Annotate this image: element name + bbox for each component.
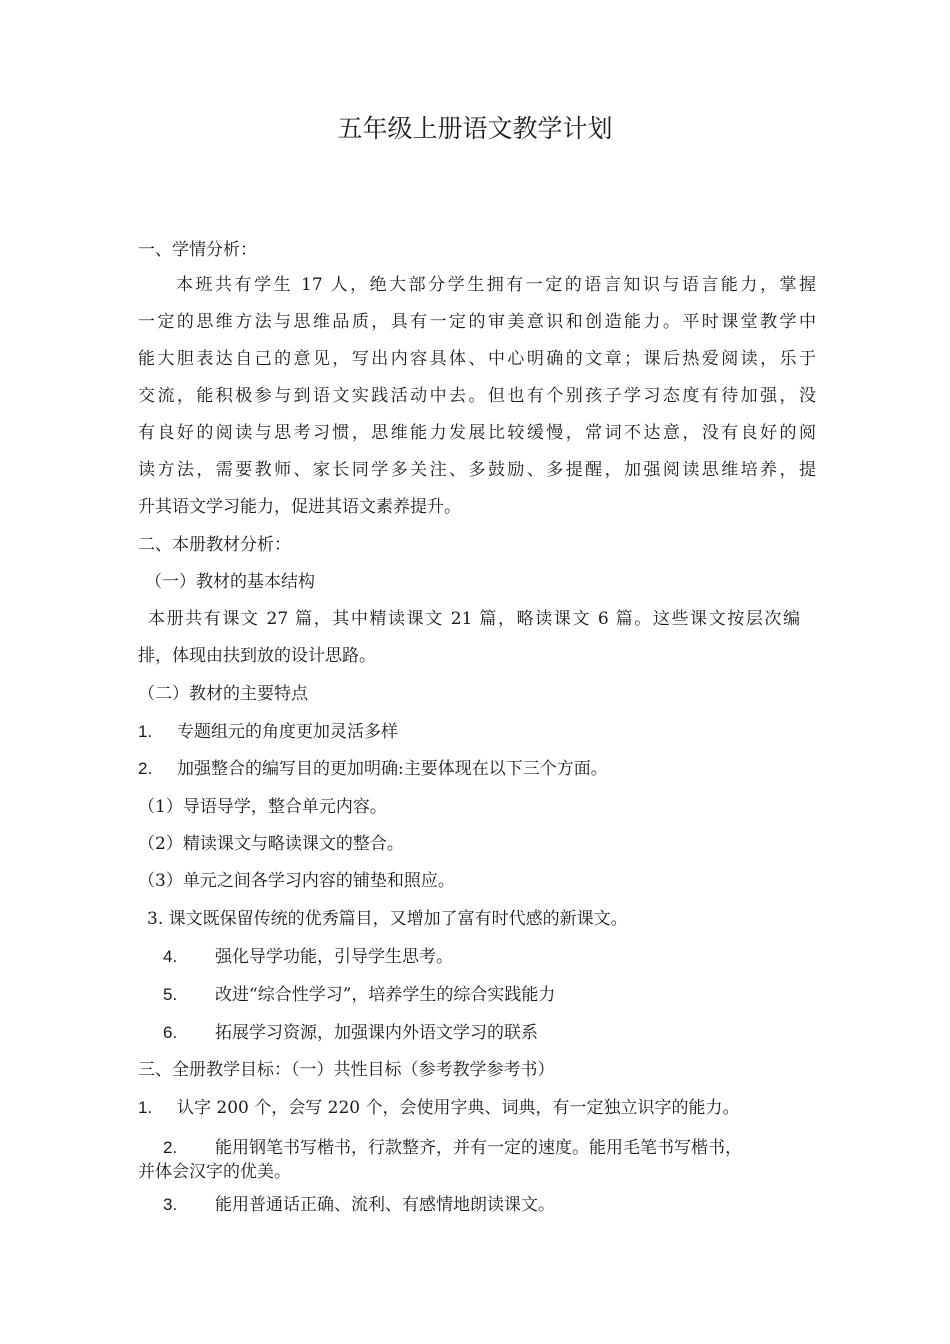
list-item-text: 能用普通话正确、流利、有感情地朗读课文。 bbox=[215, 1195, 555, 1215]
list-number: 4. bbox=[163, 947, 178, 966]
paragraph-line: 读方法，需要教师、家长同学多关注、多鼓励、多提醒，加强阅读思维培养，提 bbox=[138, 460, 816, 480]
paragraph-line: 本册共有课文 27 篇，其中精读课文 21 篇，略读课文 6 篇。这些课文按层次编 bbox=[148, 609, 800, 629]
list-item-text: 专题组元的角度更加灵活多样 bbox=[177, 722, 398, 742]
list-number: 2. bbox=[163, 1138, 178, 1157]
list-item-continuation: 并体会汉字的优美。 bbox=[138, 1162, 291, 1182]
sub-list-item: （2）精读课文与略读课文的整合。 bbox=[138, 834, 404, 854]
list-number: 5. bbox=[163, 985, 178, 1004]
paragraph-line: 本班共有学生 17 人，绝大部分学生拥有一定的语言知识与语言能力，掌握 bbox=[176, 275, 816, 295]
section-heading-textbook-analysis: 二、本册教材分析： bbox=[138, 535, 291, 555]
subsection-heading-basic-structure: （一）教材的基本结构 bbox=[145, 572, 315, 592]
subsection-heading-main-features: （二）教材的主要特点 bbox=[138, 684, 308, 704]
paragraph-line: 有良好的阅读与思考习惯，思维能力发展比较缓慢，常词不达意，没有良好的阅 bbox=[138, 423, 816, 443]
list-item-text: 改进“综合性学习”，培养学生的综合实践能力 bbox=[215, 985, 556, 1005]
list-item-text: 拓展学习资源，加强课内外语文学习的联系 bbox=[215, 1023, 538, 1043]
list-item-text: 认字 200 个，会写 220 个，会使用字典、词典，有一定独立识字的能力。 bbox=[177, 1098, 740, 1118]
section-heading-teaching-goals: 三、全册教学目标：（一）共性目标（参考教学参考书） bbox=[138, 1060, 555, 1080]
paragraph-line: 能大胆表达自己的意见，写出内容具体、中心明确的文章；课后热爱阅读，乐于 bbox=[138, 349, 816, 369]
list-number: 3. bbox=[163, 1195, 178, 1214]
list-item-text: 强化导学功能，引导学生思考。 bbox=[215, 947, 453, 967]
document-title: 五年级上册语文教学计划 bbox=[337, 114, 613, 143]
list-item-text: 加强整合的编写目的更加明确:主要体现在以下三个方面。 bbox=[177, 759, 608, 779]
paragraph-line: 交流，能积极参与到语文实践活动中去。但也有个别孩子学习态度有待加强，没 bbox=[138, 386, 816, 406]
list-number: 2. bbox=[138, 759, 153, 778]
section-heading-student-analysis: 一、学情分析： bbox=[138, 240, 257, 260]
list-item-text: 3. 课文既保留传统的优秀篇目，又增加了富有时代感的新课文。 bbox=[147, 909, 628, 929]
list-number: 6. bbox=[163, 1023, 178, 1042]
list-item-text: 能用钢笔书写楷书，行款整齐，并有一定的速度。能用毛笔书写楷书， bbox=[215, 1138, 742, 1158]
sub-list-item: （3）单元之间各学习内容的铺垫和照应。 bbox=[138, 871, 455, 891]
list-number: 1. bbox=[138, 1098, 153, 1117]
list-number: 1. bbox=[138, 722, 153, 741]
paragraph-line: 升其语文学习能力，促进其语文素养提升。 bbox=[138, 497, 461, 517]
paragraph-line: 一定的思维方法与思维品质，具有一定的审美意识和创造能力。平时课堂教学中 bbox=[138, 312, 816, 332]
paragraph-line: 排，体现由扶到放的设计思路。 bbox=[138, 646, 376, 666]
sub-list-item: （1）导语导学，整合单元内容。 bbox=[138, 797, 387, 817]
